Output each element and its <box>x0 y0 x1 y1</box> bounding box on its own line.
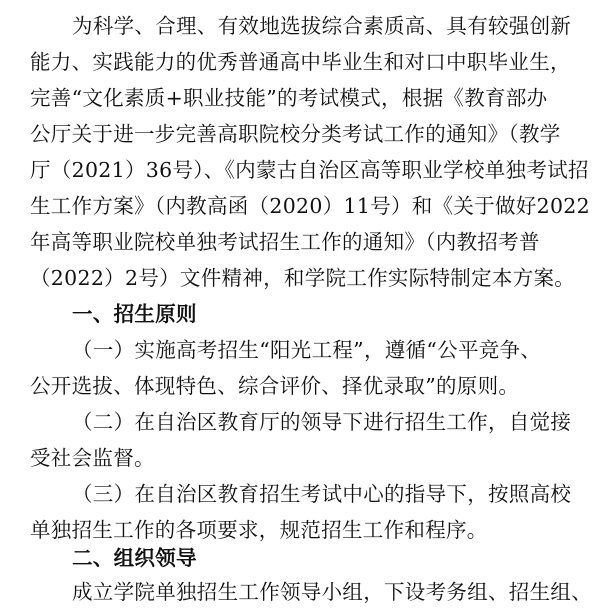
section-1-line-3: （二）在自治区教育厅的领导下进行招生工作，自觉接 <box>72 410 572 434</box>
intro-line-6: 生工作方案》（内教高函（2020）11号）和《关于做好2022 <box>30 194 590 218</box>
intro-line-5: 厅（2021）36号）、《内蒙古自治区高等职业学校单独考试招 <box>30 158 589 182</box>
section-1-heading: 一、招生原则 <box>72 302 197 326</box>
intro-line-3: 完善“文化素质+职业技能”的考试模式，根据《教育部办 <box>30 86 548 110</box>
section-2-line-1: 成立学院单独招生工作领导小组，下设考务组、招生组、 <box>72 580 592 604</box>
section-1-line-4: 受社会监督。 <box>30 446 155 470</box>
intro-line-1: 为科学、合理、有效地选拔综合素质高、具有较强创新 <box>72 14 572 38</box>
intro-line-7: 年高等职业院校单独考试招生工作的通知》（内教招考普 <box>30 230 540 254</box>
section-1-line-2: 公开选拔、体现特色、综合评价、择优录取”的原则。 <box>30 374 520 398</box>
intro-line-8: （2022）2号）文件精神，和学院工作实际特制定本方案。 <box>30 266 576 290</box>
intro-line-2: 能力、实践能力的优秀普通高中毕业生和对口中职毕业生， <box>30 50 571 74</box>
section-1-line-5: （三）在自治区教育招生考试中心的指导下，按照高校 <box>72 482 572 506</box>
section-2-heading: 二、组织领导 <box>72 546 197 570</box>
intro-line-4: 公厅关于进一步完善高职院校分类考试工作的通知》（教学 <box>30 122 561 146</box>
section-1-line-6: 单独招生工作的各项要求，规范招生工作和程序。 <box>30 518 488 542</box>
section-1-line-1: （一）实施高考招生“阳光工程”，遵循“公平竞争、 <box>72 338 542 362</box>
